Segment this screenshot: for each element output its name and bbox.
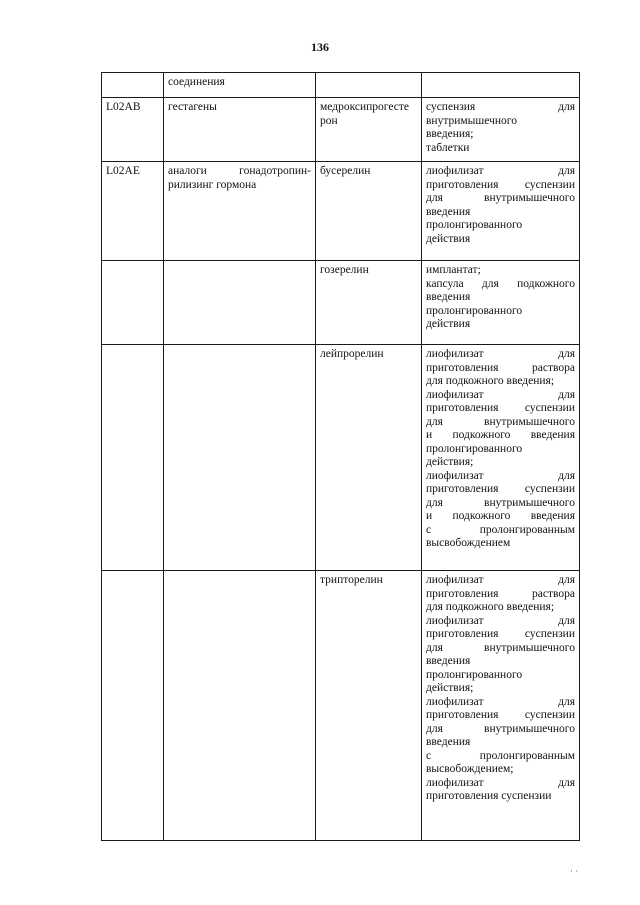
drug-name-cell xyxy=(316,73,422,98)
dosage-form-line: капсула для подкожного xyxy=(426,277,575,290)
dosage-form-line: таблетки xyxy=(426,141,470,154)
dosage-form-line: приготовления раствора xyxy=(426,361,575,374)
group-cell xyxy=(164,261,316,345)
dosage-form-line: приготовления суспензии xyxy=(426,628,575,640)
table-row xyxy=(102,261,580,345)
dosage-form-line: и подкожного введения xyxy=(426,510,575,522)
atc-code-cell xyxy=(102,73,164,98)
atc-code-cell: L02AB xyxy=(102,98,164,162)
drug-table xyxy=(101,72,580,841)
dosage-form-line: пролонгированного xyxy=(426,668,523,681)
group-line: рилизинг гормона xyxy=(168,178,257,191)
dosage-form-line: действия; xyxy=(426,682,474,694)
dosage-form-cell xyxy=(422,98,580,162)
drug-name-cell: трипторелин xyxy=(316,571,422,841)
dosage-form-line: лиофилизат для xyxy=(426,165,575,177)
dosage-form-line: лиофилизат для xyxy=(426,469,575,482)
dosage-form-line: с пролонгированным xyxy=(426,749,575,762)
dosage-form-line: суспензия для xyxy=(426,101,575,113)
dosage-form-line: действия xyxy=(426,318,471,330)
dosage-form-line: для внутримышечного xyxy=(426,192,575,204)
group-line: гестагены xyxy=(168,101,217,113)
atc-code-cell xyxy=(102,261,164,345)
group-line: соединения xyxy=(168,76,225,88)
dosage-form-line: пролонгированного xyxy=(426,219,523,231)
dosage-form-line: введения xyxy=(426,655,471,667)
dosage-form-line: приготовления суспензии xyxy=(426,402,575,414)
dosage-form-line: лиофилизат для xyxy=(426,776,575,789)
dosage-form-line: и подкожного введения xyxy=(426,429,575,441)
dosage-form-line: приготовления суспензии xyxy=(426,483,575,495)
table-row xyxy=(102,98,580,162)
group-cell xyxy=(164,162,316,261)
dosage-form-line: введения xyxy=(426,291,471,303)
dosage-form-line: для внутримышечного xyxy=(426,641,575,654)
dosage-form-line: приготовления суспензии xyxy=(426,178,575,191)
dosage-form-line: лиофилизат для xyxy=(426,574,575,586)
atc-code-cell xyxy=(102,345,164,571)
dosage-form-cell xyxy=(422,261,580,345)
group-cell xyxy=(164,98,316,162)
dosage-form-line: для внутримышечного xyxy=(426,415,575,428)
atc-code-cell: L02AE xyxy=(102,162,164,261)
dosage-form-cell xyxy=(422,345,580,571)
dosage-form-line: имплантат; xyxy=(426,264,481,276)
dosage-form-line: с пролонгированным xyxy=(426,523,575,536)
dosage-form-line: пролонгированного xyxy=(426,304,523,317)
table-row xyxy=(102,571,580,841)
scan-artifact: · · xyxy=(570,866,579,876)
drug-name-cell: бусерелин xyxy=(316,162,422,261)
dosage-form-line: лиофилизат для xyxy=(426,695,575,708)
dosage-form-line: для внутримышечного xyxy=(426,722,575,735)
dosage-form-line: пролонгированного xyxy=(426,442,523,455)
group-cell xyxy=(164,73,316,98)
dosage-form-cell xyxy=(422,73,580,98)
page-number: 136 xyxy=(311,40,329,54)
atc-code-cell xyxy=(102,571,164,841)
drug-name-cell: гозерелин xyxy=(316,261,422,345)
dosage-form-line: высвобождением; xyxy=(426,763,514,775)
dosage-form-line: лиофилизат для xyxy=(426,614,575,627)
drug-name-cell: медроксипрогесте рон xyxy=(316,98,422,162)
dosage-form-line: для подкожного введения; xyxy=(426,375,555,387)
dosage-form-line: введения; xyxy=(426,128,474,140)
table-row xyxy=(102,73,580,98)
dosage-form-line: внутримышечного xyxy=(426,114,517,127)
dosage-form-line: введения xyxy=(426,205,471,218)
table-row xyxy=(102,345,580,571)
drug-name-cell: лейпрорелин xyxy=(316,345,422,571)
dosage-form-line: действия; xyxy=(426,456,474,468)
dosage-form-cell xyxy=(422,162,580,261)
dosage-form-line: лиофилизат для xyxy=(426,388,575,401)
dosage-form-line: высвобождением xyxy=(426,537,511,549)
dosage-form-line: действия xyxy=(426,232,471,245)
dosage-form-line: приготовления суспензии xyxy=(426,790,552,802)
table-body xyxy=(102,73,580,841)
dosage-form-line: для подкожного введения; xyxy=(426,601,555,613)
dosage-form-cell xyxy=(422,571,580,841)
group-line: аналоги гонадотропин- xyxy=(168,165,311,177)
dosage-form-line: лиофилизат для xyxy=(426,348,575,360)
dosage-form-line: приготовления суспензии xyxy=(426,709,575,721)
dosage-form-line: приготовления раствора xyxy=(426,587,575,600)
table-row xyxy=(102,162,580,261)
dosage-form-line: введения xyxy=(426,736,471,748)
group-cell xyxy=(164,345,316,571)
group-cell xyxy=(164,571,316,841)
dosage-form-line: для внутримышечного xyxy=(426,496,575,509)
